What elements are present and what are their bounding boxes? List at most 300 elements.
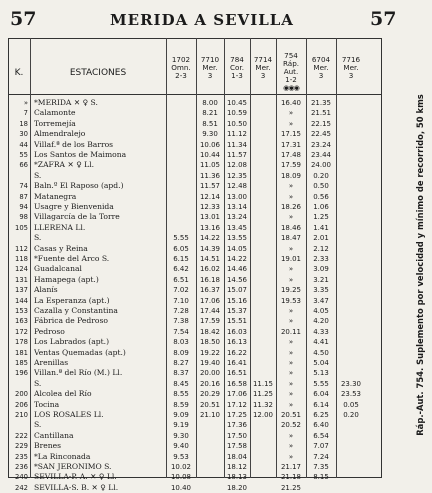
table-row	[8, 254, 382, 264]
time-cell: 12.35	[226, 171, 248, 180]
table-row	[8, 379, 382, 389]
km-cell: 222	[15, 431, 28, 440]
time-cell: 8.51	[202, 119, 218, 128]
station-cell: Alcolea del Río	[34, 389, 92, 399]
time-cell: 16.51	[226, 369, 248, 378]
train-header-784: 784 Cor. 1-3	[230, 55, 244, 80]
km-cell: 87	[19, 192, 28, 201]
time-cell: 21.18	[280, 473, 302, 482]
station-cell: Baln.º El Raposo (apd.)	[34, 181, 124, 191]
time-cell: 0.05	[343, 400, 359, 409]
table-row	[8, 140, 382, 150]
km-cell: 55	[19, 151, 28, 159]
km-cell: 7	[23, 109, 28, 118]
table-row	[8, 410, 382, 420]
time-cell: 2.01	[313, 234, 329, 243]
time-cell: 13.24	[226, 213, 248, 222]
time-cell: »	[288, 119, 294, 128]
table-row	[8, 483, 382, 493]
time-cell: 15.07	[226, 286, 248, 295]
time-cell: 16.58	[226, 379, 248, 388]
time-cell: »	[288, 348, 294, 357]
time-cell: 17.06	[199, 296, 221, 305]
time-cell: »	[288, 317, 294, 326]
train-header-7710: 7710 Mer. 3	[200, 55, 220, 80]
time-cell: 20.52	[280, 421, 302, 430]
time-cell: 12.48	[226, 182, 248, 191]
time-cell: 11.15	[252, 379, 274, 388]
km-cell: 74	[19, 182, 28, 191]
time-cell: 11.32	[252, 400, 274, 409]
km-cell: »	[23, 99, 28, 107]
time-cell: 16.18	[199, 275, 221, 284]
time-cell: 10.06	[199, 140, 221, 149]
time-cell: 18.09	[280, 171, 302, 180]
time-cell: 16.41	[226, 359, 248, 367]
time-cell: 6.14	[313, 400, 329, 409]
time-cell: 11.25	[252, 390, 274, 399]
time-cell: 21.51	[310, 109, 332, 118]
time-cell: 8.59	[173, 400, 189, 409]
table-row	[8, 306, 382, 316]
time-cell: 14.56	[226, 275, 248, 284]
time-cell: 1.25	[313, 213, 329, 222]
time-cell: »	[288, 338, 294, 347]
table-row	[8, 171, 382, 181]
time-cell: 11.57	[199, 182, 221, 191]
time-cell: 3.21	[313, 275, 329, 284]
train-header-754: 754 Ráp. Aut. 1-2 ◉◉◉	[276, 52, 306, 92]
table-row	[8, 150, 382, 160]
time-cell: 14.39	[199, 244, 221, 253]
time-cell: »	[288, 213, 294, 222]
time-cell: »	[288, 359, 294, 367]
table-row	[8, 431, 382, 441]
time-cell: 20.51	[280, 411, 302, 419]
time-cell: 4.20	[313, 317, 329, 326]
table-row	[8, 368, 382, 378]
time-cell: 10.45	[226, 99, 248, 107]
station-cell: Ventas Quemadas (apt.)	[34, 347, 126, 357]
time-cell: 13.00	[226, 192, 248, 201]
time-cell: 1.41	[313, 223, 329, 232]
time-cell: 12.08	[226, 161, 248, 170]
time-cell: 18.13	[226, 473, 248, 482]
table-row	[8, 98, 382, 108]
stations-column-header: ESTACIONES	[69, 68, 127, 78]
time-cell: 19.25	[280, 286, 302, 295]
km-cell: 118	[15, 255, 28, 263]
time-cell: 20.51	[199, 400, 221, 409]
time-cell: 8.27	[173, 359, 189, 367]
time-cell: 21.25	[280, 483, 302, 492]
station-cell: Fábrica de Pedroso	[34, 316, 108, 326]
time-cell: 17.44	[199, 307, 221, 315]
time-cell: 8.00	[202, 99, 218, 107]
time-cell: 18.20	[226, 483, 248, 492]
time-cell: 9.30	[173, 431, 189, 440]
time-cell: 13.14	[226, 203, 248, 211]
km-cell: 131	[15, 275, 28, 284]
table-row	[8, 348, 382, 358]
time-cell: 5.55	[173, 234, 189, 243]
time-cell: 2.33	[313, 255, 329, 263]
station-cell: Villagarcía de la Torre	[34, 212, 120, 222]
time-cell: 0.20	[343, 411, 359, 419]
table-row	[8, 337, 382, 347]
table-row	[8, 389, 382, 399]
station-cell: Los Santos de Maimona	[34, 150, 127, 159]
time-cell: 15.51	[226, 317, 248, 326]
time-cell: 5.04	[313, 359, 329, 367]
km-cell: 235	[15, 452, 28, 461]
time-cell: 13.45	[226, 223, 248, 232]
time-cell: 7.24	[313, 452, 329, 461]
time-cell: 4.05	[313, 307, 329, 315]
time-cell: 3.35	[313, 286, 329, 295]
time-cell: 23.30	[340, 379, 362, 388]
time-cell: 16.02	[199, 265, 221, 274]
time-cell: 9.09	[173, 411, 189, 419]
km-cell: 242	[15, 483, 28, 492]
time-cell: »	[288, 265, 294, 274]
km-cell: 185	[15, 359, 28, 367]
table-row	[8, 212, 382, 222]
time-cell: 14.22	[199, 234, 221, 243]
km-cell: 172	[15, 327, 28, 336]
time-cell: 6.05	[173, 244, 189, 253]
time-cell: 17.36	[226, 421, 248, 430]
station-cell: Brenes	[34, 441, 61, 451]
table-row	[8, 472, 382, 482]
train-header-7714: 7714 Mer. 3	[253, 55, 273, 80]
train-header-1702: 1702 Omn. 2-3	[171, 55, 191, 80]
time-cell: 4.41	[313, 338, 329, 347]
time-cell: 15.16	[226, 296, 248, 305]
time-cell: »	[288, 307, 294, 315]
time-cell: »	[288, 275, 294, 284]
time-cell: 14.22	[226, 255, 248, 263]
table-row	[8, 327, 382, 337]
time-cell: 12.14	[199, 192, 221, 201]
train-header-7716: 7716 Mer. 3	[341, 55, 361, 80]
time-cell: 18.47	[280, 234, 302, 243]
station-cell: *SAN JERONIMO S.	[34, 462, 112, 471]
time-cell: 16.37	[199, 286, 221, 295]
km-cell: 153	[15, 307, 28, 315]
station-cell: Alanís	[34, 285, 58, 295]
table-row	[8, 223, 382, 233]
time-cell: 22.15	[310, 119, 332, 128]
time-cell: 5.55	[313, 379, 329, 388]
time-cell: 20.16	[199, 379, 221, 388]
station-cell: S.	[34, 378, 42, 388]
time-cell: 18.04	[226, 452, 248, 461]
time-cell: 17.50	[226, 431, 248, 440]
time-cell: 15.37	[226, 307, 248, 315]
time-cell: 21.17	[280, 463, 302, 471]
time-cell: 24.00	[310, 161, 332, 170]
time-cell: 11.05	[199, 161, 221, 170]
time-cell: 8.03	[173, 338, 189, 347]
station-cell: *La Rinconada	[34, 451, 91, 461]
time-cell: 17.25	[226, 411, 248, 419]
time-cell: 0.50	[313, 182, 329, 191]
time-cell: 7.54	[173, 327, 189, 336]
time-cell: 2.12	[313, 244, 329, 253]
time-cell: 6.25	[313, 411, 329, 419]
station-cell: LLERENA Ll.	[34, 222, 86, 232]
time-cell: »	[288, 390, 294, 399]
time-cell: 5.13	[313, 369, 329, 378]
station-cell: Matanegra	[34, 191, 77, 201]
station-cell: *ZAFRA ✕ ♀ Ll.	[34, 160, 95, 170]
station-cell: La Esperanza (apt.)	[34, 295, 110, 305]
km-cell: 66	[19, 161, 28, 170]
time-cell: 22.45	[310, 130, 332, 139]
station-cell: S.	[34, 420, 42, 430]
time-cell: »	[288, 431, 294, 440]
table-row	[8, 119, 382, 129]
km-cell: 200	[15, 390, 28, 399]
page-number-left: 57	[10, 8, 37, 30]
time-cell: 7.35	[313, 463, 329, 471]
km-cell: 30	[19, 130, 28, 139]
station-cell: Hamapega (apt.)	[34, 274, 99, 284]
table-row	[8, 129, 382, 139]
table-row	[8, 296, 382, 306]
station-cell: Pedroso	[34, 326, 65, 336]
time-cell: »	[288, 369, 294, 378]
side-note-text: Ráp.-Aut. 754. Suplemento por velocidad y mínimo de recorrido, 50 kms	[415, 94, 425, 436]
time-cell: 11.12	[226, 130, 248, 139]
km-cell: 163	[15, 317, 28, 326]
time-cell: 14.51	[199, 255, 221, 263]
time-cell: 16.22	[226, 348, 248, 357]
time-cell: 8.45	[173, 379, 189, 388]
station-cell: Cantillana	[34, 430, 74, 440]
table-row	[8, 400, 382, 410]
table-row	[8, 420, 382, 430]
time-cell: 1.06	[313, 203, 329, 211]
station-cell: Los Labrados (apt.)	[34, 337, 110, 347]
time-cell: 4.33	[313, 327, 329, 336]
time-cell: 6.15	[173, 255, 189, 263]
time-cell: 8.55	[173, 390, 189, 399]
time-cell: 18.12	[226, 463, 248, 471]
station-cell: SEVILLA-P. A. ✕ ♀ Ll.	[34, 472, 117, 482]
time-cell: 9.19	[173, 421, 189, 430]
time-cell: 16.03	[226, 327, 248, 336]
station-cell: LOS ROSALES Ll.	[34, 410, 104, 419]
time-cell: 0.20	[313, 171, 329, 180]
time-cell: 13.01	[199, 213, 221, 222]
time-cell: »	[288, 400, 294, 409]
time-cell: 18.26	[280, 203, 302, 211]
km-cell: 105	[15, 223, 28, 232]
time-cell: 7.07	[313, 442, 329, 451]
time-cell: 6.04	[313, 390, 329, 399]
table-row	[8, 202, 382, 212]
table-row	[8, 181, 382, 191]
km-cell: 210	[15, 411, 28, 419]
time-cell: 17.12	[226, 400, 248, 409]
time-cell: 7.10	[173, 296, 189, 305]
time-cell: 10.02	[170, 463, 192, 471]
time-cell: 18.42	[199, 327, 221, 336]
time-cell: 6.40	[313, 421, 329, 430]
time-cell: 17.06	[226, 390, 248, 399]
time-cell: 4.50	[313, 348, 329, 357]
table-row	[8, 192, 382, 202]
station-cell: Cazalla y Constantina	[34, 306, 118, 315]
time-cell: 13.55	[226, 234, 248, 243]
time-cell: 20.29	[199, 390, 221, 399]
class-badges-icon: ◉◉◉	[283, 83, 299, 92]
station-cell: S.	[34, 170, 42, 180]
km-cell: 240	[15, 473, 28, 482]
station-cell: Calamonte	[34, 108, 76, 118]
table-row	[8, 160, 382, 170]
time-cell: 14.46	[226, 265, 248, 274]
km-cell: 44	[19, 140, 28, 149]
table-row	[8, 462, 382, 472]
km-column-header: K.	[14, 68, 24, 78]
table-row	[8, 452, 382, 462]
time-cell: 16.40	[280, 99, 302, 107]
time-cell: 7.38	[173, 317, 189, 326]
time-cell: 18.50	[199, 338, 221, 347]
km-cell: 206	[15, 400, 28, 409]
time-cell: 17.15	[280, 130, 302, 139]
time-cell: 11.57	[226, 151, 248, 159]
time-cell: 23.44	[310, 151, 332, 159]
time-cell: »	[288, 244, 294, 253]
time-cell: 19.22	[199, 348, 221, 357]
time-cell: 8.21	[202, 109, 218, 118]
time-cell: 20.11	[280, 327, 302, 336]
time-cell: 19.01	[280, 255, 302, 263]
time-cell: 6.42	[173, 265, 189, 274]
table-row	[8, 275, 382, 285]
page-number-right: 57	[370, 8, 397, 30]
time-cell: 7.02	[173, 286, 189, 295]
station-cell: Almendralejo	[34, 129, 86, 139]
table-row	[8, 285, 382, 295]
time-cell: 17.59	[199, 317, 221, 326]
km-cell: 124	[15, 265, 28, 274]
station-cell: Usagre y Bienvenida	[34, 202, 114, 211]
km-cell: 144	[15, 296, 28, 305]
km-cell: 196	[15, 369, 28, 378]
km-cell: 181	[15, 348, 28, 357]
station-cell: *MERIDA ✕ ♀ S.	[34, 98, 98, 107]
time-cell: »	[288, 442, 294, 451]
table-row	[8, 264, 382, 274]
time-cell: 0.56	[313, 192, 329, 201]
table-row	[8, 244, 382, 254]
time-cell: 8.09	[173, 348, 189, 357]
station-cell: Villaf.ª de los Barros	[34, 139, 114, 149]
km-cell: 18	[19, 119, 28, 128]
table-row	[8, 316, 382, 326]
km-cell: 112	[15, 244, 28, 253]
page-title: MERIDA A SEVILLA	[110, 11, 294, 29]
time-cell: 3.09	[313, 265, 329, 274]
time-cell: 10.08	[170, 473, 192, 482]
time-cell: 6.51	[173, 275, 189, 284]
time-cell: »	[288, 452, 294, 461]
header-divider	[8, 94, 382, 95]
km-cell: 236	[15, 463, 28, 471]
table-row	[8, 358, 382, 368]
km-cell: 98	[19, 213, 28, 222]
time-cell: 9.40	[173, 442, 189, 451]
time-cell: »	[288, 182, 294, 191]
time-cell: 11.36	[199, 171, 221, 180]
time-cell: 20.00	[199, 369, 221, 378]
time-cell: 11.34	[226, 140, 248, 149]
time-cell: 10.40	[170, 483, 192, 492]
time-cell: 10.50	[226, 119, 248, 128]
time-cell: 12.33	[199, 203, 221, 211]
station-cell: Torremejía	[34, 118, 76, 128]
station-cell: SEVILLA-S. B. ✕ ♀ Ll.	[34, 482, 119, 492]
station-cell: *Fuente del Arco S.	[34, 254, 110, 263]
time-cell: 12.00	[252, 411, 274, 419]
time-cell: 9.30	[202, 130, 218, 139]
km-cell: 94	[19, 203, 28, 211]
time-cell: 21.35	[310, 99, 332, 107]
station-cell: Guadalcanal	[34, 264, 82, 274]
time-cell: 8.15	[313, 473, 329, 482]
time-cell: 10.44	[199, 151, 221, 159]
time-cell: 19.40	[199, 359, 221, 367]
station-cell: S.	[34, 233, 42, 243]
time-cell: 14.05	[226, 244, 248, 253]
time-cell: 10.59	[226, 109, 248, 118]
time-cell: 9.53	[173, 452, 189, 461]
km-cell: 137	[15, 286, 28, 295]
time-cell: 17.59	[280, 161, 302, 170]
station-cell: Villan.ª del Río (M.) Ll.	[34, 368, 123, 378]
side-note	[410, 70, 426, 470]
time-cell: 8.37	[173, 369, 189, 378]
time-cell: 7.28	[173, 307, 189, 315]
station-cell: Arenillas	[34, 358, 69, 367]
time-cell: 21.10	[199, 411, 221, 419]
time-cell: 13.16	[199, 223, 221, 232]
time-cell: 17.48	[280, 151, 302, 159]
time-cell: 3.47	[313, 296, 329, 305]
table-row	[8, 441, 382, 451]
time-cell: »	[288, 379, 294, 388]
time-cell: »	[288, 192, 294, 201]
time-cell: 18.46	[280, 223, 302, 232]
time-cell: 17.31	[280, 140, 302, 149]
time-cell: 19.53	[280, 296, 302, 305]
train-header-6704: 6704 Mer. 3	[311, 55, 331, 80]
table-row	[8, 108, 382, 118]
time-cell: 6.54	[313, 431, 329, 440]
table-row	[8, 233, 382, 243]
km-cell: 229	[15, 442, 28, 451]
km-cell: 178	[15, 338, 28, 347]
time-cell: 17.58	[226, 442, 248, 451]
time-cell: 23.24	[310, 140, 332, 149]
station-cell: Casas y Reina	[34, 243, 88, 253]
time-cell: 23.53	[340, 390, 362, 399]
